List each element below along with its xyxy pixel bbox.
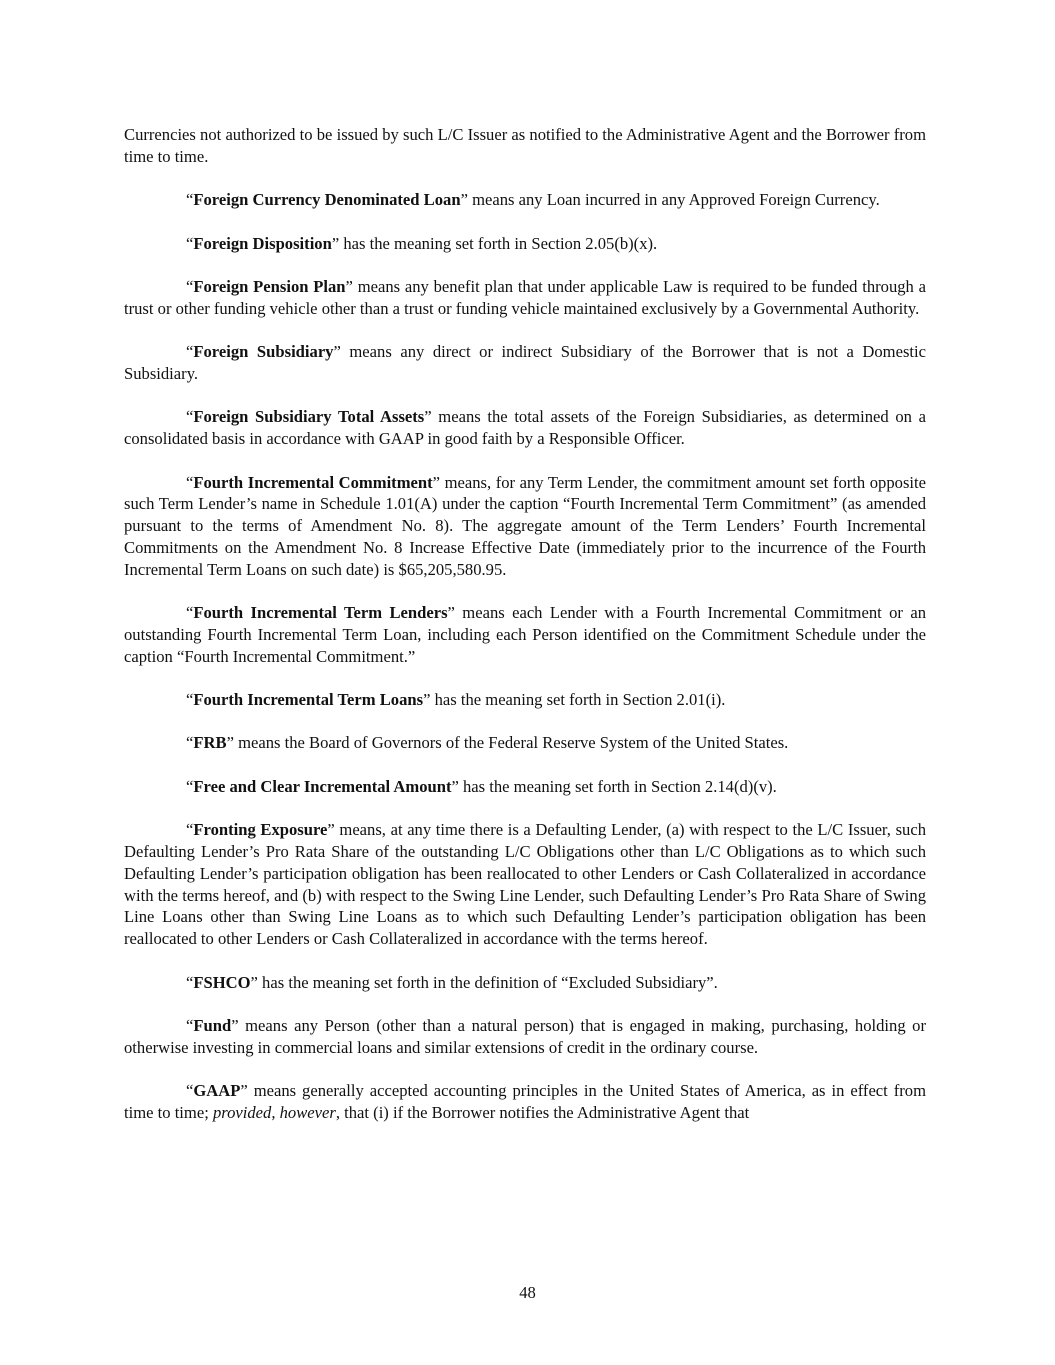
definition-foreign-pension-plan xyxy=(124,276,926,320)
open-quote: “ xyxy=(186,603,194,623)
definition-text: ” means the total assets of the Foreign Subsidiaries, as determined on a consolidated basis in accordance with GAAP in good faith by a Responsible Officer. xyxy=(124,407,926,449)
definition-foreign-currency-denominated-loan xyxy=(124,189,926,211)
open-quote: “ xyxy=(186,342,194,362)
defined-term: GAAP xyxy=(193,1081,241,1101)
defined-term: FSHCO xyxy=(193,972,251,992)
defined-term: Fourth Incremental Term Loans xyxy=(193,690,424,710)
definition-foreign-subsidiary xyxy=(124,341,926,385)
page-number: 48 xyxy=(519,1283,536,1302)
definition-fourth-incremental-term-loans xyxy=(124,689,926,711)
open-quote: “ xyxy=(186,733,194,753)
definition-fund xyxy=(124,1015,926,1059)
definition-text: ” means any benefit plan that under applicable Law is required to be funded through a trust or other funding vehicle other than a trust or funding vehicle maintained exclusively by a Governmental Authority. xyxy=(124,276,926,318)
defined-term: Free and Clear Incremental Amount xyxy=(193,776,452,796)
definition-text: ” has the meaning set forth in Section 2.01(i). xyxy=(423,690,726,710)
definition-text: ” has the meaning set forth in Section 2.14(d)(v). xyxy=(451,776,777,796)
definition-fronting-exposure xyxy=(124,819,926,950)
definition-text: ” means the Board of Governors of the Federal Reserve System of the United States. xyxy=(226,733,789,753)
paragraph-text: Currencies not authorized to be issued by such L/C Issuer as notified to the Administrative Agent and the Borrower from time to time. xyxy=(124,125,926,166)
defined-term: Fourth Incremental Commitment xyxy=(193,472,433,492)
open-quote: “ xyxy=(186,407,194,427)
definition-text: ” has the meaning set forth in the definition of “Excluded Subsidiary”. xyxy=(250,972,718,992)
open-quote: “ xyxy=(186,276,194,296)
open-quote: “ xyxy=(186,1016,194,1036)
definition-text: ” means generally accepted accounting principles in the United States of America, as in effect from time to time; xyxy=(124,1081,926,1123)
defined-term: Fronting Exposure xyxy=(193,820,328,840)
defined-term: Fourth Incremental Term Lenders xyxy=(193,603,448,623)
definition-text-continued: , that (i) if the Borrower notifies the Administrative Agent that xyxy=(335,1103,750,1123)
open-quote: “ xyxy=(186,1081,194,1101)
definition-fshco xyxy=(124,972,926,994)
definition-text: ” means any Loan incurred in any Approved Foreign Currency. xyxy=(460,190,880,210)
definition-text: ” means any Person (other than a natural person) that is engaged in making, purchasing, holding or otherwise investing in commercial loans and similar extensions of credit in the ordinary course. xyxy=(124,1016,926,1057)
defined-term: Fund xyxy=(193,1016,232,1036)
open-quote: “ xyxy=(186,820,194,840)
definition-text: ” means each Lender with a Fourth Incremental Commitment or an outstanding Fourth Incremental Term Loan, including each Person identified on the Commitment Schedule under the caption “Fourth Incremental Commitment.” xyxy=(124,603,927,666)
definition-fourth-incremental-term-lenders xyxy=(124,602,926,667)
definition-foreign-subsidiary-total-assets xyxy=(124,406,926,450)
definition-fourth-incremental-commitment xyxy=(124,472,926,581)
definition-frb xyxy=(124,732,926,754)
emphasis-text: provided, however xyxy=(212,1103,336,1123)
definition-text: ” means any direct or indirect Subsidiary of the Borrower that is not a Domestic Subsidiary. xyxy=(124,342,926,383)
definition-text: ” has the meaning set forth in Section 2.05(b)(x). xyxy=(331,233,658,253)
definition-gaap xyxy=(124,1080,926,1124)
open-quote: “ xyxy=(186,233,194,253)
open-quote: “ xyxy=(186,690,194,710)
defined-term: Foreign Currency Denominated Loan xyxy=(193,190,461,210)
continuation-paragraph xyxy=(124,124,926,168)
open-quote: “ xyxy=(186,190,194,210)
defined-term: Foreign Subsidiary Total Assets xyxy=(193,407,425,427)
definition-text: ” means, for any Term Lender, the commitment amount set forth opposite such Term Lender’s name in Schedule 1.01(A) under the caption “Fourth Incremental Term Commitment” (as amended pursuant to the terms of Amendment No. 8). The aggregate amount of the Term Lenders’ Fourth Incremental Commitments on the Amendment No. 8 Increase Effective Date (immediately prior to the incurrence of the Fourth Incremental Term Loans on such date) is $65,205,580.95. xyxy=(124,472,926,579)
open-quote: “ xyxy=(186,776,194,796)
definition-foreign-disposition xyxy=(124,233,926,255)
defined-term: Foreign Pension Plan xyxy=(193,276,346,296)
open-quote: “ xyxy=(186,972,194,992)
defined-term: Foreign Subsidiary xyxy=(193,342,334,362)
defined-term: Foreign Disposition xyxy=(193,233,332,253)
definition-free-and-clear-incremental-amount xyxy=(124,776,926,798)
document-body xyxy=(124,124,926,1124)
open-quote: “ xyxy=(186,472,194,492)
defined-term: FRB xyxy=(193,733,227,753)
definition-text: ” means, at any time there is a Defaulting Lender, (a) with respect to the L/C Issuer, such Defaulting Lender’s Pro Rata Share of the outstanding L/C Obligations other than L/C Obligations as to which such Defaulting Lender’s participation obligation has been reallocated to other Lenders or Cash Collateralized in accordance with the terms hereof, and (b) with respect to the Swing Line Lender, such Defaulting Lender’s Pro Rata Share of Swing Line Loans other than Swing Line Loans as to which such Defaulting Lender’s participation obligation has been reallocated to other Lenders or Cash Collateralized in accordance with the terms hereof. xyxy=(124,820,926,949)
